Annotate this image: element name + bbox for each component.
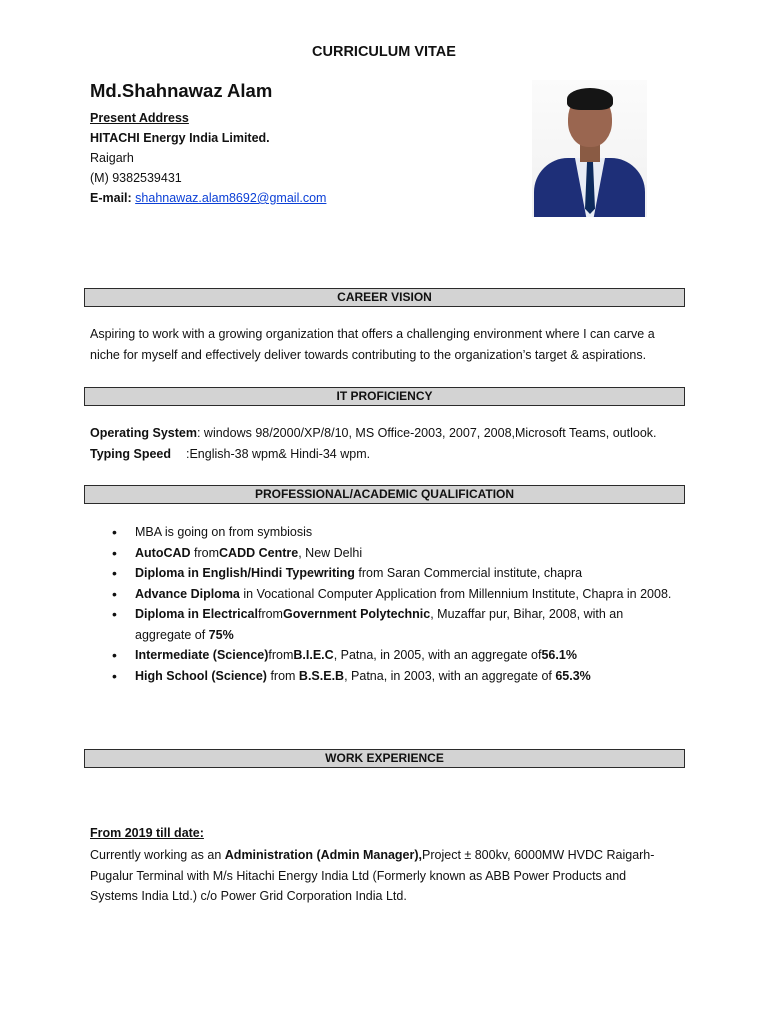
- it-proficiency-block: [90, 423, 657, 465]
- qualification-text: , Muzaffar pur, Bihar, 2008, with an aggregate of: [135, 607, 624, 642]
- qualification-text: B.S.E.B: [298, 668, 345, 683]
- qualification-text: Government Polytechnic: [282, 607, 431, 621]
- section-work-experience: WORK EXPERIENCE: [84, 749, 685, 768]
- qualification-text: from: [268, 648, 294, 662]
- qualification-text: from: [257, 607, 283, 621]
- qualification-item: [112, 543, 672, 564]
- qualification-item: [112, 584, 672, 605]
- qualification-text: B.I.E.C: [293, 648, 334, 662]
- profile-photo: [532, 80, 647, 217]
- qualification-item: [112, 604, 672, 645]
- qualification-text: from: [266, 668, 299, 683]
- qualification-text: Diploma in Electrical: [135, 607, 258, 621]
- qualification-text: in Vocational Computer Application from Millennium Institute, Chapra in 2008.: [239, 586, 672, 601]
- qualification-item: [112, 666, 672, 687]
- work-period: From 2019 till date:: [90, 826, 204, 840]
- os-label: Operating System: [90, 426, 197, 440]
- qualification-text: 56.1%: [541, 648, 577, 662]
- email-line: [90, 188, 326, 208]
- qualification-text: High School (Science): [135, 668, 267, 683]
- qualification-text: MBA is going on from symbiosis: [135, 525, 313, 539]
- photo-hair: [567, 88, 613, 110]
- company-name: HITACHI Energy India Limited.: [90, 131, 270, 145]
- qualification-text: Intermediate (Science): [135, 648, 269, 662]
- city: Raigarh: [90, 151, 134, 165]
- contact-block: [90, 108, 326, 208]
- candidate-name: Md.Shahnawaz Alam: [90, 80, 273, 101]
- qualification-text: , New Delhi: [298, 545, 363, 560]
- qualification-text: 75%: [208, 627, 234, 642]
- career-vision-text: Aspiring to work with a growing organization that offers a challenging environment where I can carve a niche for myself and effectively deliver towards contributing to the organization’s target & aspirations.: [90, 327, 655, 362]
- qualification-text: , Patna, in 2005, with an aggregate of: [333, 648, 542, 662]
- qualification-list: [112, 522, 672, 686]
- qualification-text: , Patna, in 2003, with an aggregate of: [344, 668, 556, 683]
- qualification-text: Advance Diploma: [135, 586, 240, 601]
- section-qualification: PROFESSIONAL/ACADEMIC QUALIFICATION: [84, 485, 685, 504]
- work-intro: Currently working as an: [90, 848, 225, 862]
- section-career-vision: CAREER VISION: [84, 288, 685, 307]
- present-address-heading: Present Address: [90, 111, 189, 125]
- qualification-text: CADD Centre: [219, 545, 299, 560]
- qualification-item: [112, 645, 672, 666]
- work-role: Administration (Admin Manager),: [224, 848, 423, 862]
- qualification-text: Diploma in English/Hindi Typewriting: [135, 566, 355, 580]
- qualification-text: from: [190, 545, 220, 560]
- email-label: E-mail:: [90, 191, 132, 205]
- typing-line: [90, 444, 657, 465]
- section-it-proficiency: IT PROFICIENCY: [84, 387, 685, 406]
- qualification-text: from Saran Commercial institute, chapra: [354, 566, 583, 580]
- os-line: [90, 423, 657, 444]
- typing-value: :English-38 wpm& Hindi-34 wpm.: [186, 447, 371, 461]
- document-title: CURRICULUM VITAE: [312, 44, 456, 60]
- work-description: [90, 845, 670, 907]
- os-value: : windows 98/2000/XP/8/10, MS Office-2003, 2007, 2008,Microsoft Teams, outlook.: [196, 426, 657, 440]
- qualification-item: [112, 522, 672, 543]
- mobile-number: (M) 9382539431: [90, 171, 182, 185]
- typing-label: Typing Speed: [90, 447, 172, 461]
- email-link[interactable]: shahnawaz.alam8692@gmail.com: [135, 191, 327, 205]
- qualification-item: [112, 563, 672, 584]
- qualification-text: 65.3%: [555, 668, 591, 683]
- qualification-text: AutoCAD: [135, 545, 191, 560]
- work-details: Project ± 800kv, 6000MW HVDC Raigarh-Pugalur Terminal with M/s Hitachi Energy India Ltd (Formerly known as ABB Power Products and Systems India Ltd.) c/o Power Grid Corporation India Ltd.: [90, 848, 655, 903]
